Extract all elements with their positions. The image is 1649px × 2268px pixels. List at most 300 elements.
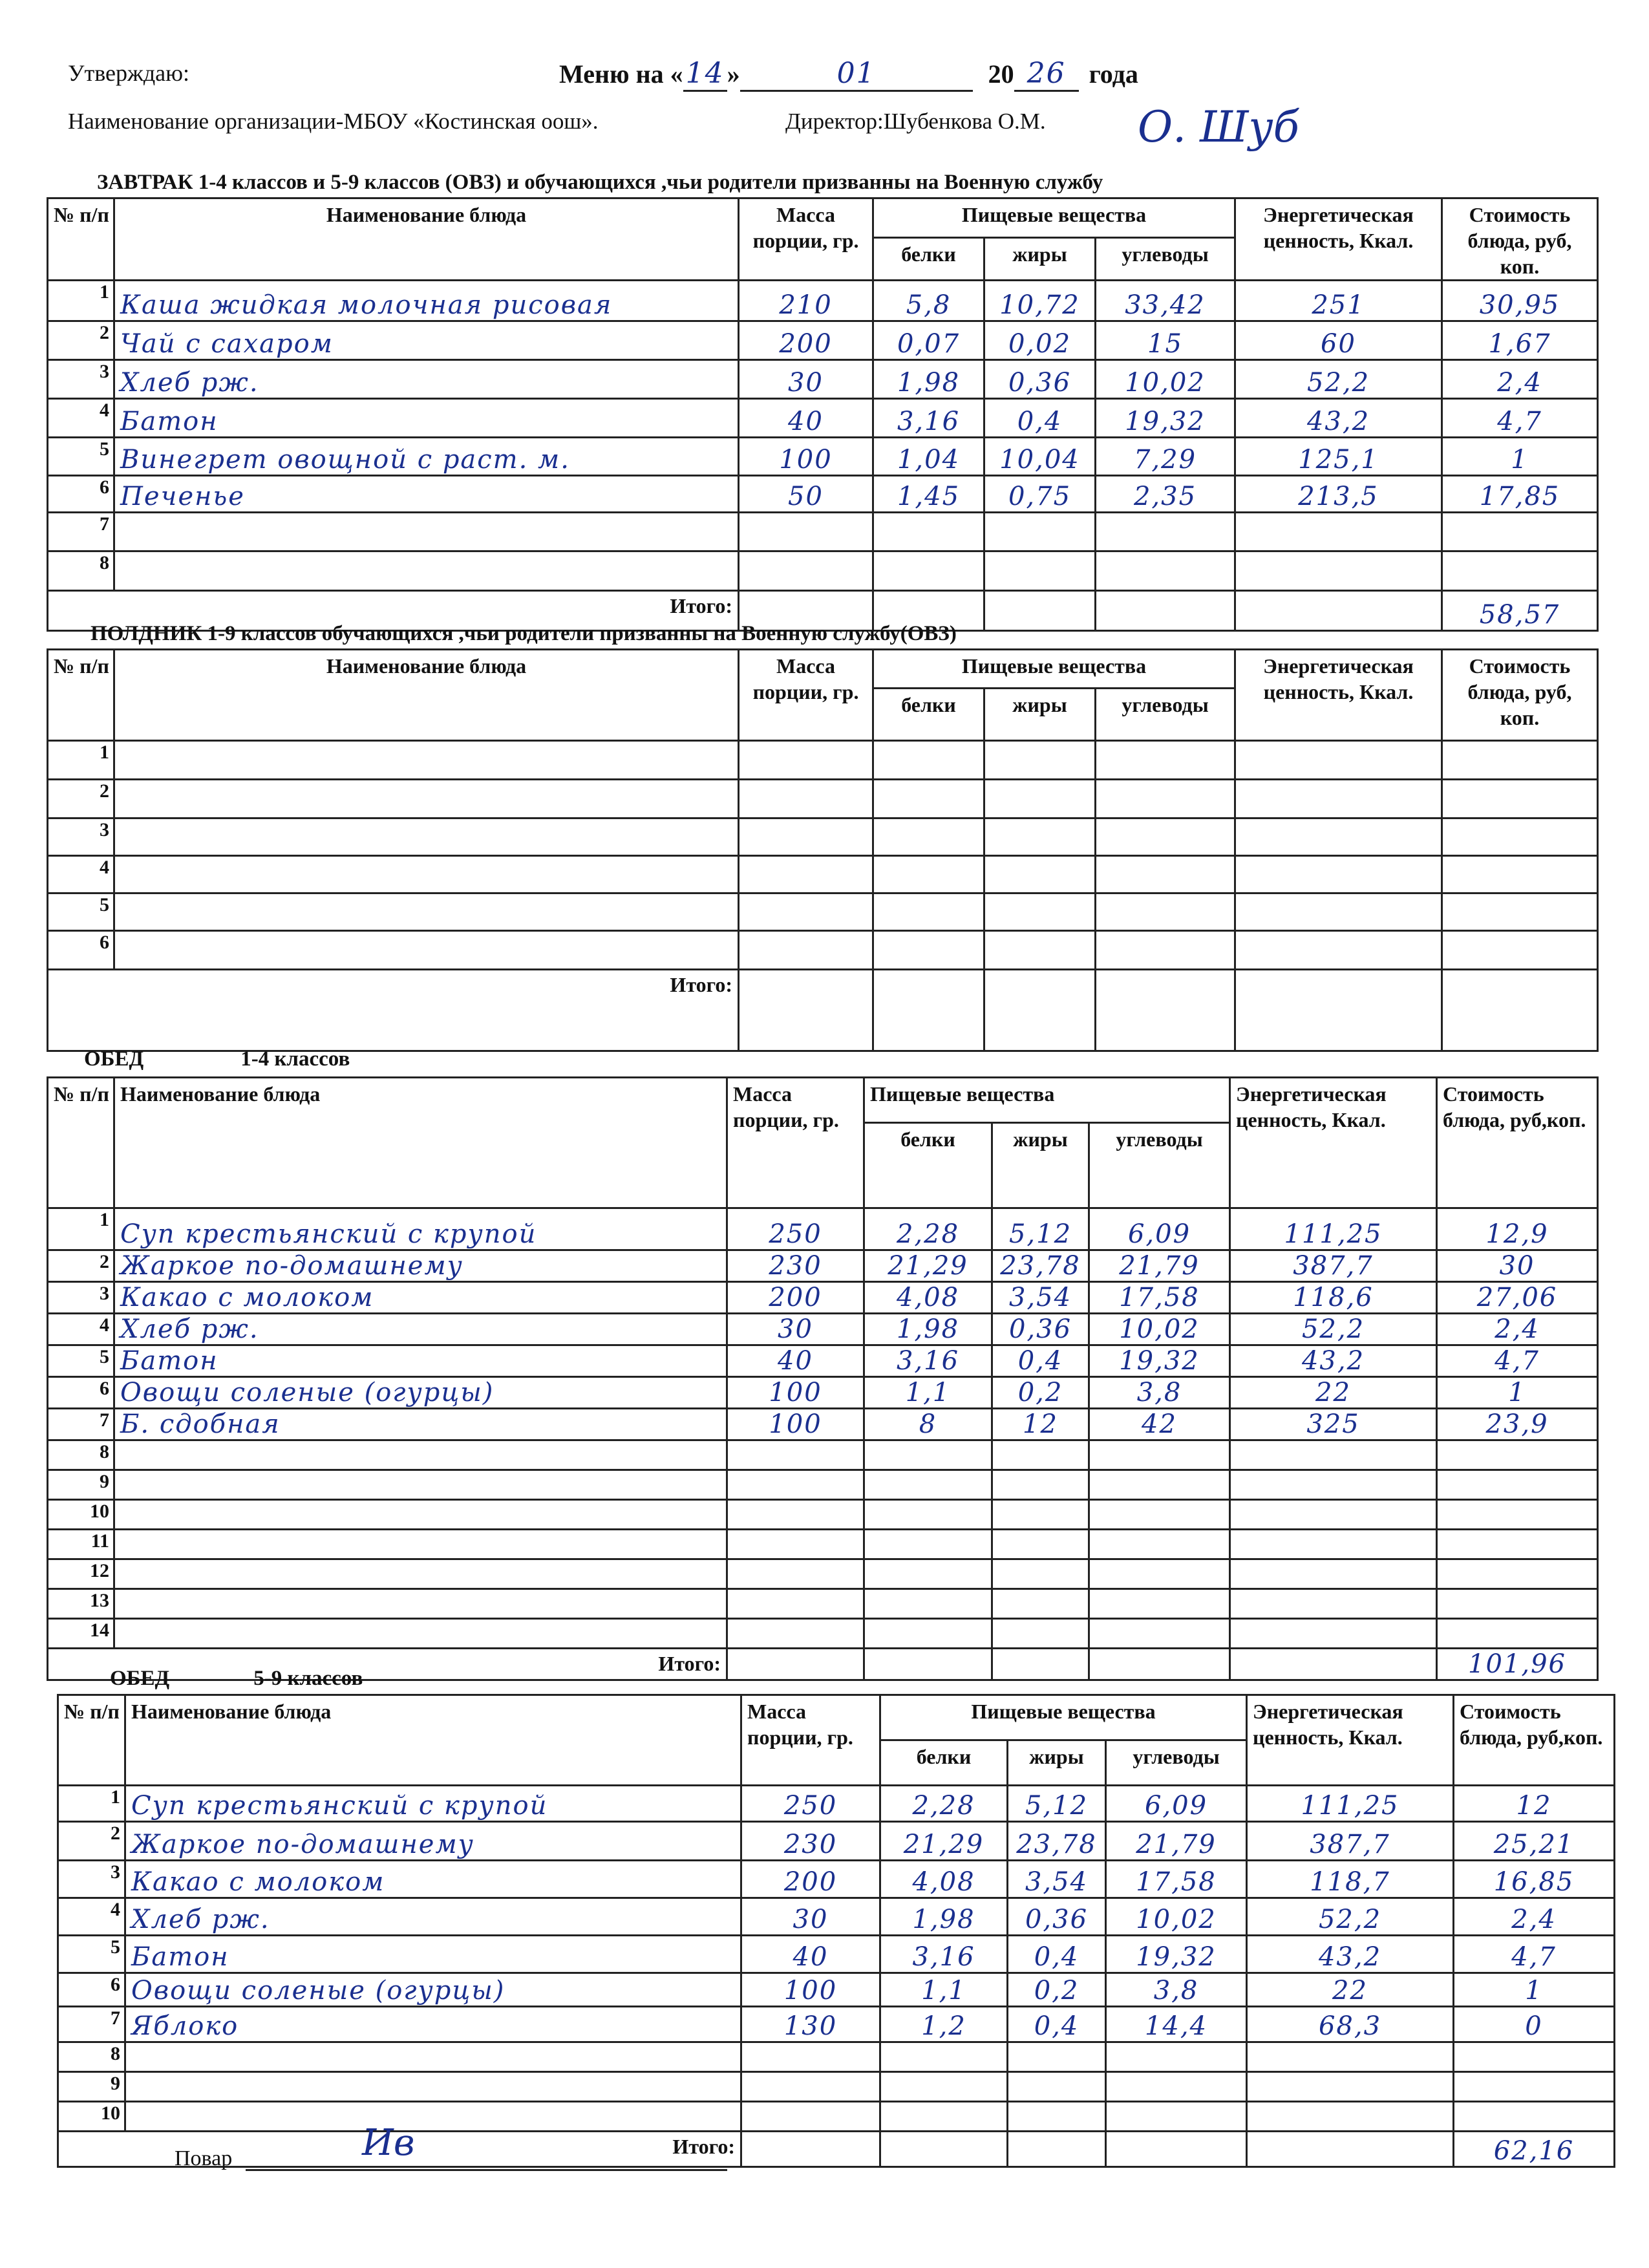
dish-protein: 1,1 bbox=[864, 1377, 992, 1409]
dish-protein: 1,98 bbox=[873, 360, 984, 399]
table-row bbox=[48, 1470, 1598, 1500]
dish-name bbox=[114, 931, 739, 970]
row-num: 9 bbox=[58, 2072, 125, 2102]
dish-name: Батон bbox=[114, 399, 739, 438]
row-num: 11 bbox=[48, 1530, 114, 1559]
table-row bbox=[48, 1619, 1598, 1649]
row-num: 4 bbox=[48, 1314, 114, 1345]
dish-mass: 230 bbox=[741, 1822, 880, 1861]
dish-carbs: 3,8 bbox=[1106, 1973, 1247, 2007]
total-row bbox=[48, 970, 1598, 1051]
row-num: 3 bbox=[48, 818, 114, 856]
table-row bbox=[48, 281, 1598, 321]
dish-energy: 387,7 bbox=[1247, 1822, 1454, 1861]
table-row bbox=[48, 1530, 1598, 1559]
total-label: Итого: bbox=[58, 2132, 741, 2167]
table-row bbox=[48, 1559, 1598, 1589]
dish-carbs: 6,09 bbox=[1106, 1786, 1247, 1822]
dish-fat: 0,4 bbox=[984, 399, 1096, 438]
dish-fat: 5,12 bbox=[992, 1208, 1089, 1250]
dish-mass: 200 bbox=[741, 1861, 880, 1898]
dish-cost: 27,06 bbox=[1437, 1282, 1598, 1314]
lunch59-title bbox=[110, 1667, 363, 1691]
dish-cost: 1 bbox=[1454, 1973, 1615, 2007]
cook-signature: Ив bbox=[362, 2122, 415, 2164]
dish-name: Жаркое по-домашнему bbox=[114, 1250, 727, 1282]
dish-mass: 40 bbox=[739, 399, 873, 438]
dish-carbs: 19,32 bbox=[1089, 1345, 1230, 1377]
col-fat: жиры bbox=[984, 238, 1096, 281]
dish-fat: 0,4 bbox=[992, 1345, 1089, 1377]
dish-cost: 4,7 bbox=[1442, 399, 1598, 438]
col-num: № п/п bbox=[58, 1695, 125, 1786]
dish-cost: 16,85 bbox=[1454, 1861, 1615, 1898]
col-name: Наименование блюда bbox=[114, 198, 739, 281]
dish-carbs: 10,02 bbox=[1106, 1898, 1247, 1936]
dish-protein: 1,2 bbox=[880, 2007, 1008, 2042]
row-num: 14 bbox=[48, 1619, 114, 1649]
col-nutrients: Пищевые вещества bbox=[873, 198, 1235, 238]
dish-name bbox=[114, 1589, 727, 1619]
snack-title: ПОЛДНИК 1-9 классов обучающихся ,чьи родители призванны на Военную службу(ОВЗ) bbox=[90, 622, 957, 645]
dish-fat: 10,72 bbox=[984, 281, 1096, 321]
table-row bbox=[48, 399, 1598, 438]
dish-mass: 50 bbox=[739, 476, 873, 513]
dish-name: Батон bbox=[125, 1936, 741, 1973]
breakfast-title: ЗАВТРАК 1-4 классов и 5-9 классов (ОВЗ) и обучающихся ,чьи родители призванны на Военную службу bbox=[97, 171, 1103, 194]
dish-fat: 0,2 bbox=[1008, 1973, 1106, 2007]
row-num: 2 bbox=[58, 1822, 125, 1861]
dish-carbs: 3,8 bbox=[1089, 1377, 1230, 1409]
col-protein: белки bbox=[864, 1123, 992, 1208]
dish-name: Батон bbox=[114, 1345, 727, 1377]
col-nutrients: Пищевые вещества bbox=[880, 1695, 1247, 1740]
table-row bbox=[48, 1250, 1598, 1282]
table-row bbox=[48, 1500, 1598, 1530]
dish-protein: 4,08 bbox=[880, 1861, 1008, 1898]
col-cost: Стоимость блюда, руб, коп. bbox=[1442, 650, 1598, 741]
dish-fat: 0,2 bbox=[992, 1377, 1089, 1409]
lunch59-title-main: ОБЕД bbox=[110, 1667, 170, 1690]
col-protein: белки bbox=[873, 238, 984, 281]
dish-carbs: 17,58 bbox=[1089, 1282, 1230, 1314]
dish-mass: 130 bbox=[741, 2007, 880, 2042]
dish-carbs: 19,32 bbox=[1096, 399, 1235, 438]
dish-carbs: 17,58 bbox=[1106, 1861, 1247, 1898]
dish-cost: 1 bbox=[1437, 1377, 1598, 1409]
table-row bbox=[48, 1314, 1598, 1345]
row-num: 1 bbox=[48, 1208, 114, 1250]
table-row bbox=[48, 1409, 1598, 1440]
dish-name bbox=[114, 1440, 727, 1470]
dish-energy: 111,25 bbox=[1230, 1208, 1437, 1250]
dish-cost: 2,4 bbox=[1442, 360, 1598, 399]
col-carbs: углеводы bbox=[1106, 1740, 1247, 1786]
dish-fat: 3,54 bbox=[992, 1282, 1089, 1314]
table-row bbox=[48, 931, 1598, 970]
table-row bbox=[48, 1345, 1598, 1377]
table-row bbox=[48, 551, 1598, 591]
table-row bbox=[48, 893, 1598, 931]
dish-fat: 23,78 bbox=[1008, 1822, 1106, 1861]
dish-energy: 52,2 bbox=[1235, 360, 1442, 399]
dish-carbs: 6,09 bbox=[1089, 1208, 1230, 1250]
dish-energy: 387,7 bbox=[1230, 1250, 1437, 1282]
table-row bbox=[58, 2042, 1615, 2072]
director-name: Директор:Шубенкова О.М. bbox=[785, 109, 1046, 134]
dish-protein: 1,1 bbox=[880, 1973, 1008, 2007]
dish-cost: 1 bbox=[1442, 438, 1598, 476]
table-row bbox=[58, 1786, 1615, 1822]
dish-carbs: 10,02 bbox=[1089, 1314, 1230, 1345]
table-row bbox=[48, 1282, 1598, 1314]
row-num: 8 bbox=[48, 551, 114, 591]
row-num: 3 bbox=[48, 1282, 114, 1314]
row-num: 3 bbox=[58, 1861, 125, 1898]
col-mass: Масса порции, гр. bbox=[739, 650, 873, 741]
dish-fat: 0,36 bbox=[984, 360, 1096, 399]
dish-energy: 22 bbox=[1230, 1377, 1437, 1409]
row-num: 5 bbox=[48, 438, 114, 476]
row-num: 1 bbox=[58, 1786, 125, 1822]
col-num: № п/п bbox=[48, 1078, 114, 1208]
col-fat: жиры bbox=[984, 689, 1096, 741]
dish-protein: 1,98 bbox=[880, 1898, 1008, 1936]
dish-carbs: 33,42 bbox=[1096, 281, 1235, 321]
row-num: 2 bbox=[48, 780, 114, 818]
col-fat: жиры bbox=[1008, 1740, 1106, 1786]
dish-mass: 30 bbox=[727, 1314, 864, 1345]
menu-year-prefix: 20 bbox=[988, 59, 1014, 89]
table-row bbox=[48, 741, 1598, 780]
dish-mass: 100 bbox=[739, 438, 873, 476]
dish-name: Суп крестьянский с крупой bbox=[114, 1208, 727, 1250]
col-num: № п/п bbox=[48, 198, 114, 281]
row-num: 8 bbox=[48, 1440, 114, 1470]
col-name: Наименование блюда bbox=[125, 1695, 741, 1786]
dish-name: Жаркое по-домашнему bbox=[125, 1822, 741, 1861]
row-num: 4 bbox=[48, 856, 114, 893]
col-mass: Масса порции, гр. bbox=[741, 1695, 880, 1786]
col-energy: Энергетическая ценность, Ккал. bbox=[1247, 1695, 1454, 1786]
dish-mass: 100 bbox=[727, 1409, 864, 1440]
dish-protein: 5,8 bbox=[873, 281, 984, 321]
dish-name bbox=[114, 741, 739, 780]
col-cost: Стоимость блюда, руб, коп. bbox=[1442, 198, 1598, 281]
dish-name: Овощи соленые (огурцы) bbox=[114, 1377, 727, 1409]
table-row bbox=[58, 1973, 1615, 2007]
total-row bbox=[58, 2132, 1615, 2167]
dish-fat: 23,78 bbox=[992, 1250, 1089, 1282]
breakfast-table bbox=[47, 197, 1599, 632]
table-row bbox=[58, 2102, 1615, 2132]
dish-energy: 325 bbox=[1230, 1409, 1437, 1440]
dish-energy: 111,25 bbox=[1247, 1786, 1454, 1822]
dish-mass: 250 bbox=[741, 1786, 880, 1822]
dish-name bbox=[114, 1500, 727, 1530]
row-num: 5 bbox=[48, 1345, 114, 1377]
dish-energy: 251 bbox=[1235, 281, 1442, 321]
dish-name: Хлеб рж. bbox=[114, 360, 739, 399]
dish-name: Какао с молоком bbox=[114, 1282, 727, 1314]
dish-protein: 1,98 bbox=[864, 1314, 992, 1345]
row-num: 1 bbox=[48, 281, 114, 321]
total-cost: 62,16 bbox=[1454, 2132, 1615, 2167]
approve-label: Утверждаю: bbox=[68, 60, 190, 86]
row-num: 9 bbox=[48, 1470, 114, 1500]
dish-name: Овощи соленые (огурцы) bbox=[125, 1973, 741, 2007]
table-row bbox=[58, 1822, 1615, 1861]
dish-energy: 125,1 bbox=[1235, 438, 1442, 476]
table-row bbox=[48, 438, 1598, 476]
dish-carbs: 21,79 bbox=[1089, 1250, 1230, 1282]
dish-name bbox=[114, 1470, 727, 1500]
dish-fat: 10,04 bbox=[984, 438, 1096, 476]
dish-protein: 2,28 bbox=[864, 1208, 992, 1250]
col-cost: Стоимость блюда, руб,коп. bbox=[1454, 1695, 1615, 1786]
total-cost bbox=[1442, 970, 1598, 1051]
dish-protein: 21,29 bbox=[864, 1250, 992, 1282]
dish-protein: 1,45 bbox=[873, 476, 984, 513]
director-signature: О. Шуб bbox=[1138, 102, 1299, 152]
row-num: 2 bbox=[48, 321, 114, 360]
dish-fat: 3,54 bbox=[1008, 1861, 1106, 1898]
row-num: 7 bbox=[48, 513, 114, 551]
dish-cost: 30 bbox=[1437, 1250, 1598, 1282]
row-num: 4 bbox=[48, 399, 114, 438]
col-carbs: углеводы bbox=[1096, 238, 1235, 281]
dish-cost: 17,85 bbox=[1442, 476, 1598, 513]
menu-title bbox=[559, 57, 1138, 92]
total-cost: 58,57 bbox=[1442, 591, 1598, 631]
row-num: 4 bbox=[58, 1898, 125, 1936]
dish-fat: 12 bbox=[992, 1409, 1089, 1440]
dish-name: Печенье bbox=[114, 476, 739, 513]
dish-carbs: 2,35 bbox=[1096, 476, 1235, 513]
dish-protein: 1,04 bbox=[873, 438, 984, 476]
col-protein: белки bbox=[880, 1740, 1008, 1786]
row-num: 3 bbox=[48, 360, 114, 399]
dish-mass: 210 bbox=[739, 281, 873, 321]
col-mass: Масса порции, гр. bbox=[727, 1078, 864, 1208]
dish-mass: 40 bbox=[727, 1345, 864, 1377]
dish-cost: 2,4 bbox=[1454, 1898, 1615, 1936]
table-row bbox=[48, 780, 1598, 818]
dish-fat: 0,4 bbox=[1008, 1936, 1106, 1973]
dish-protein: 21,29 bbox=[880, 1822, 1008, 1861]
menu-day: 14 bbox=[683, 57, 727, 92]
table-row bbox=[48, 1440, 1598, 1470]
dish-name: Суп крестьянский с крупой bbox=[125, 1786, 741, 1822]
col-nutrients: Пищевые вещества bbox=[873, 650, 1235, 689]
menu-year: 26 bbox=[1014, 57, 1079, 92]
dish-cost: 4,7 bbox=[1437, 1345, 1598, 1377]
col-cost: Стоимость блюда, руб,коп. bbox=[1437, 1078, 1598, 1208]
row-num: 10 bbox=[58, 2102, 125, 2132]
dish-name bbox=[114, 1559, 727, 1589]
dish-cost: 12 bbox=[1454, 1786, 1615, 1822]
dish-carbs: 42 bbox=[1089, 1409, 1230, 1440]
col-nutrients: Пищевые вещества bbox=[864, 1078, 1230, 1123]
col-name: Наименование блюда bbox=[114, 1078, 727, 1208]
row-num: 2 bbox=[48, 1250, 114, 1282]
lunch14-title bbox=[84, 1047, 350, 1071]
col-energy: Энергетическая ценность, Ккал. bbox=[1235, 650, 1442, 741]
dish-protein: 4,08 bbox=[864, 1282, 992, 1314]
table-row bbox=[48, 1589, 1598, 1619]
total-label: Итого: bbox=[48, 591, 739, 631]
dish-mass: 200 bbox=[739, 321, 873, 360]
dish-protein: 3,16 bbox=[864, 1345, 992, 1377]
table-row bbox=[48, 1377, 1598, 1409]
col-carbs: углеводы bbox=[1089, 1123, 1230, 1208]
dish-carbs: 21,79 bbox=[1106, 1822, 1247, 1861]
dish-protein: 0,07 bbox=[873, 321, 984, 360]
row-num: 13 bbox=[48, 1589, 114, 1619]
table-row bbox=[58, 1861, 1615, 1898]
dish-protein: 8 bbox=[864, 1409, 992, 1440]
dish-name: Хлеб рж. bbox=[114, 1314, 727, 1345]
cook-label: Повар bbox=[175, 2146, 233, 2170]
dish-mass: 100 bbox=[741, 1973, 880, 2007]
menu-title-prefix: Меню на « bbox=[559, 59, 683, 89]
dish-mass: 250 bbox=[727, 1208, 864, 1250]
dish-energy: 52,2 bbox=[1230, 1314, 1437, 1345]
dish-mass: 200 bbox=[727, 1282, 864, 1314]
row-num: 8 bbox=[58, 2042, 125, 2072]
dish-name: Чай с сахаром bbox=[114, 321, 739, 360]
dish-cost: 0 bbox=[1454, 2007, 1615, 2042]
dish-mass: 230 bbox=[727, 1250, 864, 1282]
dish-cost: 23,9 bbox=[1437, 1409, 1598, 1440]
row-num: 12 bbox=[48, 1559, 114, 1589]
row-num: 7 bbox=[58, 2007, 125, 2042]
dish-name bbox=[125, 2102, 741, 2132]
dish-energy: 60 bbox=[1235, 321, 1442, 360]
dish-fat: 0,4 bbox=[1008, 2007, 1106, 2042]
dish-name: Хлеб рж. bbox=[125, 1898, 741, 1936]
table-row bbox=[48, 476, 1598, 513]
dish-energy: 22 bbox=[1247, 1973, 1454, 2007]
lunch59-title-classes: 5-9 классов bbox=[253, 1667, 363, 1690]
row-num: 6 bbox=[48, 1377, 114, 1409]
dish-name: Яблоко bbox=[125, 2007, 741, 2042]
dish-mass: 100 bbox=[727, 1377, 864, 1409]
dish-name: Каша жидкая молочная рисовая bbox=[114, 281, 739, 321]
lunch14-title-classes: 1-4 классов bbox=[240, 1047, 350, 1071]
dish-protein: 3,16 bbox=[880, 1936, 1008, 1973]
dish-energy: 213,5 bbox=[1235, 476, 1442, 513]
dish-energy: 68,3 bbox=[1247, 2007, 1454, 2042]
dish-carbs: 14,4 bbox=[1106, 2007, 1247, 2042]
dish-mass: 30 bbox=[741, 1898, 880, 1936]
col-energy: Энергетическая ценность, Ккал. bbox=[1235, 198, 1442, 281]
table-row bbox=[58, 2007, 1615, 2042]
dish-carbs: 7,29 bbox=[1096, 438, 1235, 476]
table-row bbox=[48, 513, 1598, 551]
row-num: 6 bbox=[58, 1973, 125, 2007]
dish-carbs: 19,32 bbox=[1106, 1936, 1247, 1973]
dish-name bbox=[114, 856, 739, 893]
table-row bbox=[58, 1936, 1615, 1973]
snack-table bbox=[47, 648, 1599, 1052]
dish-name bbox=[114, 1530, 727, 1559]
row-num: 7 bbox=[48, 1409, 114, 1440]
table-row bbox=[58, 2072, 1615, 2102]
col-name: Наименование блюда bbox=[114, 650, 739, 741]
table-row bbox=[48, 1208, 1598, 1250]
table-row bbox=[48, 321, 1598, 360]
dish-energy: 52,2 bbox=[1247, 1898, 1454, 1936]
row-num: 5 bbox=[58, 1936, 125, 1973]
dish-cost: 12,9 bbox=[1437, 1208, 1598, 1250]
dish-fat: 0,75 bbox=[984, 476, 1096, 513]
menu-title-mid: » bbox=[727, 59, 740, 89]
dish-name bbox=[114, 818, 739, 856]
dish-fat: 5,12 bbox=[1008, 1786, 1106, 1822]
dish-carbs: 10,02 bbox=[1096, 360, 1235, 399]
dish-cost: 25,21 bbox=[1454, 1822, 1615, 1861]
organization-name: Наименование организации-МБОУ «Костинская оош». bbox=[68, 109, 599, 134]
table-row bbox=[58, 1898, 1615, 1936]
dish-fat: 0,36 bbox=[992, 1314, 1089, 1345]
dish-name bbox=[114, 551, 739, 591]
col-carbs: углеводы bbox=[1096, 689, 1235, 741]
dish-cost: 1,67 bbox=[1442, 321, 1598, 360]
row-num: 6 bbox=[48, 476, 114, 513]
dish-fat: 0,02 bbox=[984, 321, 1096, 360]
col-num: № п/п bbox=[48, 650, 114, 741]
row-num: 1 bbox=[48, 741, 114, 780]
dish-energy: 43,2 bbox=[1235, 399, 1442, 438]
lunch14-table bbox=[47, 1076, 1599, 1681]
total-cost: 101,96 bbox=[1437, 1649, 1598, 1680]
dish-energy: 43,2 bbox=[1230, 1345, 1437, 1377]
dish-name bbox=[114, 893, 739, 931]
table-row bbox=[48, 360, 1598, 399]
table-row bbox=[48, 856, 1598, 893]
lunch59-table bbox=[57, 1694, 1615, 2168]
dish-mass: 40 bbox=[741, 1936, 880, 1973]
dish-cost: 4,7 bbox=[1454, 1936, 1615, 1973]
table-row bbox=[48, 818, 1598, 856]
menu-year-suffix: года bbox=[1089, 59, 1138, 89]
col-protein: белки bbox=[873, 689, 984, 741]
dish-energy: 118,7 bbox=[1247, 1861, 1454, 1898]
dish-cost: 30,95 bbox=[1442, 281, 1598, 321]
row-num: 5 bbox=[48, 893, 114, 931]
total-label: Итого: bbox=[48, 1649, 727, 1680]
col-fat: жиры bbox=[992, 1123, 1089, 1208]
row-num: 10 bbox=[48, 1500, 114, 1530]
dish-name bbox=[114, 513, 739, 551]
dish-name bbox=[125, 2072, 741, 2102]
menu-month: 01 bbox=[740, 57, 973, 92]
dish-name bbox=[114, 1619, 727, 1649]
dish-name: Какао с молоком bbox=[125, 1861, 741, 1898]
col-mass: Масса порции, гр. bbox=[739, 198, 873, 281]
dish-name: Б. сдобная bbox=[114, 1409, 727, 1440]
dish-fat: 0,36 bbox=[1008, 1898, 1106, 1936]
dish-protein: 2,28 bbox=[880, 1786, 1008, 1822]
cook-signature-line bbox=[246, 2169, 727, 2171]
dish-energy: 43,2 bbox=[1247, 1936, 1454, 1973]
dish-name bbox=[125, 2042, 741, 2072]
row-num: 6 bbox=[48, 931, 114, 970]
dish-name: Винегрет овощной с раст. м. bbox=[114, 438, 739, 476]
dish-energy: 118,6 bbox=[1230, 1282, 1437, 1314]
lunch14-title-main: ОБЕД bbox=[84, 1047, 144, 1071]
